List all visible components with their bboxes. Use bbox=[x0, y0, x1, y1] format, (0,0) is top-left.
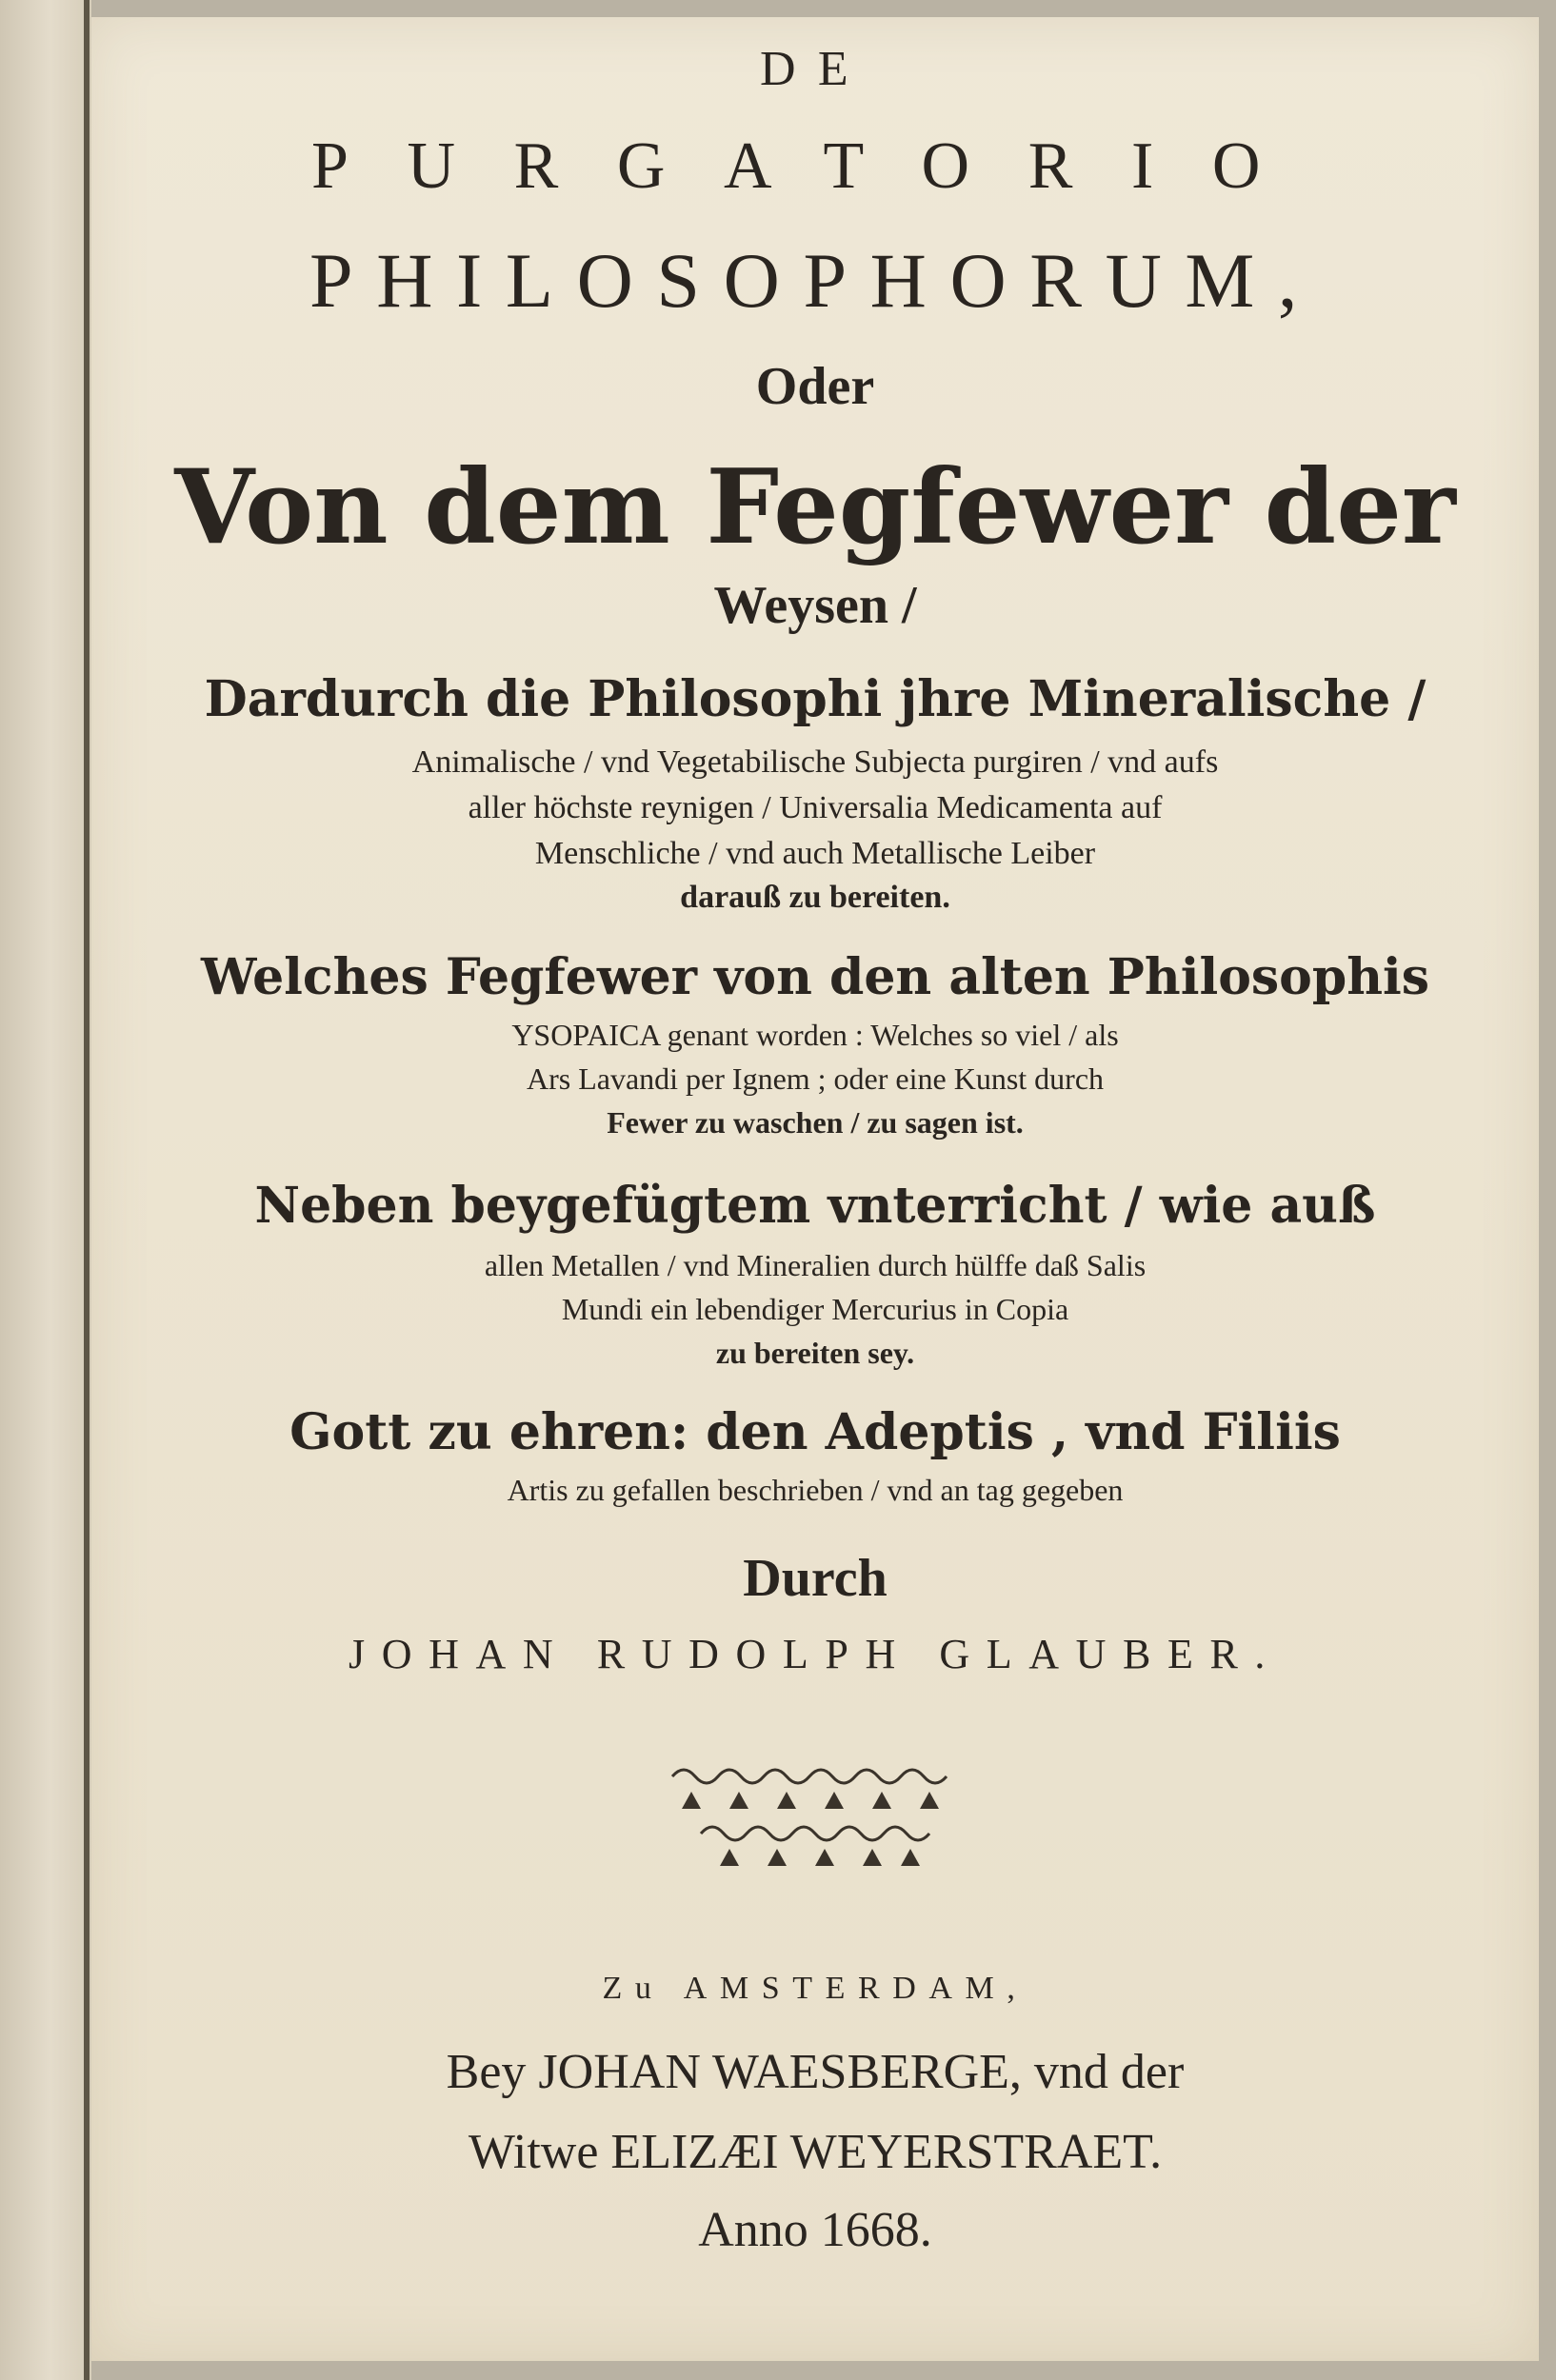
spine-edge bbox=[84, 0, 90, 2380]
title-page bbox=[91, 17, 1539, 2361]
subtitle-welches-line-3: Ars Lavandi per Ignem ; oder eine Kunst durch bbox=[526, 1061, 1105, 1096]
dedication-line-2: Artis zu gefallen beschrieben / vnd an tag gegeben bbox=[507, 1473, 1124, 1507]
title-de: DE bbox=[759, 42, 871, 96]
subtitle-neben-line-1: Neben beygefügtem vnterricht / wie auß bbox=[254, 1177, 1376, 1235]
title-weysen: Weysen / bbox=[713, 576, 917, 635]
dedication-line-1: Gott zu ehren: den Adeptis , vnd Filiis bbox=[289, 1403, 1341, 1461]
subtitle-dardurch-line-3: aller höchste reynigen / Universalia Medicamenta auf bbox=[468, 790, 1163, 825]
title-page-paper bbox=[91, 17, 1539, 2361]
title-philosophorum: PHILOSOPHORUM, bbox=[309, 237, 1322, 324]
subtitle-neben-line-3: Mundi ein lebendiger Mercurius in Copia bbox=[561, 1292, 1069, 1326]
title-oder: Oder bbox=[755, 357, 875, 416]
subtitle-dardurch-line-2: Animalische / vnd Vegetabilische Subjecta purgiren / vnd aufs bbox=[411, 744, 1219, 780]
title-german-main: Von dem Fegfewer der bbox=[174, 447, 1456, 567]
book-spine bbox=[0, 0, 91, 2380]
imprint-printer: Bey JOHAN WAESBERGE, vnd der bbox=[446, 2045, 1185, 2099]
subtitle-dardurch-line-1: Dardurch die Philosophi jhre Mineralische / bbox=[204, 670, 1426, 728]
imprint-place: Zu AMSTERDAM, bbox=[602, 1971, 1028, 2006]
imprint-year: Anno 1668. bbox=[698, 2203, 932, 2257]
imprint-widow: Witwe ELIZÆI WEYERSTRAET. bbox=[468, 2125, 1163, 2179]
subtitle-welches-line-4: Fewer zu waschen / zu sagen ist. bbox=[607, 1105, 1024, 1140]
by-label: Durch bbox=[743, 1549, 888, 1608]
subtitle-welches-line-2: YSOPAICA genant worden : Welches so viel / als bbox=[511, 1018, 1119, 1052]
title-purgatorio: PURGATORIO bbox=[310, 129, 1320, 203]
printers-ornament-icon bbox=[663, 1759, 968, 1883]
subtitle-neben-line-2: allen Metallen / vnd Mineralien durch hülffe daß Salis bbox=[484, 1248, 1147, 1282]
subtitle-dardurch-line-5: darauß zu bereiten. bbox=[680, 880, 950, 915]
subtitle-dardurch-line-4: Menschliche / vnd auch Metallische Leiber bbox=[534, 836, 1096, 871]
subtitle-neben-line-4: zu bereiten sey. bbox=[715, 1336, 915, 1370]
author-name: JOHAN RUDOLPH GLAUBER. bbox=[349, 1631, 1282, 1677]
subtitle-welches-line-1: Welches Fegfewer von den alten Philosophis bbox=[200, 948, 1430, 1006]
